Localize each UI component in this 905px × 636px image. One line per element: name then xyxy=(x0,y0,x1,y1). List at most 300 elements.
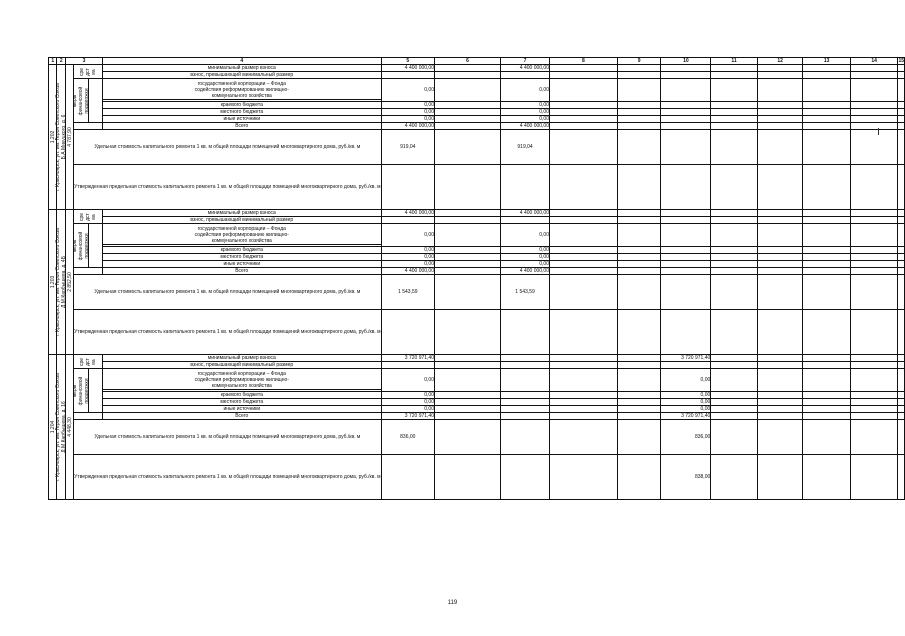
col5-value: 0,00 xyxy=(381,109,434,116)
table-row xyxy=(49,455,905,500)
col9-cell xyxy=(617,247,661,254)
col9-cell xyxy=(617,392,661,399)
col12-cell xyxy=(757,275,803,310)
col9-cell xyxy=(617,165,661,210)
col11-cell xyxy=(711,392,758,399)
col7-value: 4 400 000,00 xyxy=(501,210,550,217)
col6-cell xyxy=(435,455,501,500)
capital-repair-table xyxy=(48,57,905,500)
col11-cell xyxy=(711,102,758,109)
col13-cell xyxy=(803,355,850,362)
sredstva-label: сре дст ва xyxy=(79,357,98,366)
col9-cell xyxy=(617,261,661,268)
col6-cell xyxy=(435,399,501,406)
col14-cell xyxy=(850,217,898,224)
col8-cell xyxy=(550,123,618,130)
col11-cell xyxy=(711,65,758,72)
col6-cell xyxy=(435,217,501,224)
col7-value xyxy=(501,310,550,355)
row-label: местного бюджета xyxy=(103,109,382,116)
col11-cell xyxy=(711,355,758,362)
col8-cell xyxy=(550,413,618,420)
col6-cell xyxy=(435,392,501,399)
col12-cell xyxy=(757,413,803,420)
table-row xyxy=(49,362,905,369)
col13-cell xyxy=(803,369,850,392)
col5-value: 0,00 xyxy=(381,247,434,254)
col14-cell xyxy=(850,72,898,79)
row-label: взнос, превышающий минимальный размер xyxy=(103,72,382,79)
col15-cell xyxy=(898,362,905,369)
header-cell: 15 xyxy=(898,58,904,64)
table-row xyxy=(49,369,905,392)
sredstva-cell xyxy=(74,355,103,369)
row-label: иные источники xyxy=(103,261,382,268)
col13-cell xyxy=(803,123,850,130)
col9-cell xyxy=(617,217,661,224)
table-row xyxy=(49,392,905,399)
col6-cell xyxy=(435,369,501,392)
col5-value xyxy=(381,310,434,355)
col12-cell xyxy=(757,355,803,362)
col5-value: 4 400 000,00 xyxy=(381,268,434,275)
col6-cell xyxy=(435,165,501,210)
block-address-cell xyxy=(55,65,68,210)
unit-cost-label: Удельная стоимость капитального ремонта 1 кв. м общей площади помещений многоквартирного дома, руб./кв. м xyxy=(74,420,381,455)
col6-cell xyxy=(435,275,501,310)
col10-value xyxy=(661,65,711,72)
col7-value xyxy=(501,217,550,224)
col14-cell xyxy=(850,268,898,275)
col13-cell xyxy=(803,210,850,217)
col5-value: 0,00 xyxy=(381,224,434,247)
col13-cell xyxy=(803,130,850,165)
col12-cell xyxy=(757,130,803,165)
col10-value: 836,00 xyxy=(661,420,711,455)
col12-cell xyxy=(757,65,803,72)
col9-cell xyxy=(617,116,661,123)
header-cell: 4 xyxy=(103,58,382,65)
col15-cell xyxy=(898,406,905,413)
col8-cell xyxy=(550,406,618,413)
col12-cell xyxy=(757,247,803,254)
table-row xyxy=(49,116,905,123)
col9-cell xyxy=(617,310,661,355)
col14-cell xyxy=(850,275,898,310)
col10-value: 0,00 xyxy=(661,399,711,406)
col15-cell xyxy=(898,217,905,224)
row-label: Всего xyxy=(103,123,382,130)
sredstva-cell xyxy=(74,65,103,79)
col9-cell xyxy=(617,79,661,102)
spacer-cell xyxy=(74,123,103,130)
col6-cell xyxy=(435,310,501,355)
col8-cell xyxy=(550,399,618,406)
col11-cell xyxy=(711,369,758,392)
col13-cell xyxy=(803,165,850,210)
col5-value: 0,00 xyxy=(381,399,434,406)
col15-cell xyxy=(898,79,905,102)
row-label: взнос, превышающий минимальный размер xyxy=(103,217,382,224)
col10-value xyxy=(661,275,711,310)
col10-value xyxy=(661,79,711,102)
col8-cell xyxy=(550,362,618,369)
col10-value xyxy=(661,72,711,79)
col12-cell xyxy=(757,310,803,355)
row-label xyxy=(103,369,382,392)
row-label: местного бюджета xyxy=(103,254,382,261)
table-row xyxy=(49,130,905,165)
col11-cell xyxy=(711,165,758,210)
mery-label: меры финансовой поддержки xyxy=(72,86,91,115)
mery-label: меры финансовой поддержки xyxy=(72,231,91,260)
col7-value xyxy=(501,369,550,392)
col7-value xyxy=(501,355,550,362)
col11-cell xyxy=(711,130,758,165)
col10-value xyxy=(661,210,711,217)
col9-cell xyxy=(617,254,661,261)
col13-cell xyxy=(803,275,850,310)
col13-cell xyxy=(803,362,850,369)
col6-cell xyxy=(435,420,501,455)
col5-value: 836,00 xyxy=(381,420,434,455)
col8-cell xyxy=(550,392,618,399)
col7-value: 4 400 000,00 xyxy=(501,123,550,130)
col5-value xyxy=(381,72,434,79)
col8-cell xyxy=(550,130,618,165)
col10-value: 3 720 971,40 xyxy=(661,355,711,362)
col6-cell xyxy=(435,210,501,217)
block-address: г. Красноярск, ул. им. Героя Советского Союза Б.А.Микуцкого, д. 6 xyxy=(55,83,68,191)
col11-cell xyxy=(711,406,758,413)
col10-value xyxy=(661,109,711,116)
col6-cell xyxy=(435,116,501,123)
col8-cell xyxy=(550,420,618,455)
col15-cell xyxy=(898,455,905,500)
max-cost-label: Утвержденная предельная стоимость капитального ремонта 1 кв. м общей площади помещений многоквартирного дома, руб./кв. м xyxy=(74,455,381,500)
col5-value: 0,00 xyxy=(381,116,434,123)
header-cell: 7 xyxy=(501,58,550,65)
col12-cell xyxy=(757,116,803,123)
max-cost-label: Утвержденная предельная стоимость капитального ремонта 1 кв. м общей площади помещений многоквартирного дома, руб./кв. м xyxy=(74,165,381,210)
col15-cell xyxy=(898,310,905,355)
col12-cell xyxy=(757,455,803,500)
col9-cell xyxy=(617,123,661,130)
col15-cell xyxy=(898,165,905,210)
col7-value xyxy=(501,72,550,79)
col5-value: 4 400 000,00 xyxy=(381,210,434,217)
col13-cell xyxy=(803,310,850,355)
fund-line: государственной корпорации – Фонда xyxy=(197,370,286,377)
fund-line: коммунального хозяйства xyxy=(103,383,381,390)
col10-value xyxy=(661,217,711,224)
col14-cell xyxy=(850,406,898,413)
col10-value: 0,00 xyxy=(661,392,711,399)
col5-value: 3 720 971,40 xyxy=(381,413,434,420)
col10-value xyxy=(661,130,711,165)
col14-cell xyxy=(850,116,898,123)
block-area: 2 852,50 xyxy=(66,272,73,292)
col6-cell xyxy=(435,413,501,420)
block-area: 4 787,90 xyxy=(66,127,73,147)
row-label: взнос, превышающий минимальный размер xyxy=(103,362,382,369)
col11-cell xyxy=(711,109,758,116)
col8-cell xyxy=(550,102,618,109)
col15-cell xyxy=(898,413,905,420)
col14-cell xyxy=(850,65,898,72)
col7-value: 919,04 xyxy=(501,130,550,165)
col13-cell xyxy=(803,102,850,109)
col8-cell xyxy=(550,369,618,392)
col14-cell xyxy=(850,455,898,500)
row-label: местного бюджета xyxy=(103,399,382,406)
col14-cell xyxy=(850,392,898,399)
col14-cell xyxy=(850,224,898,247)
col13-cell xyxy=(803,116,850,123)
col10-value xyxy=(661,254,711,261)
col14-cell xyxy=(850,210,898,217)
col6-cell xyxy=(435,247,501,254)
col8-cell xyxy=(550,455,618,500)
spacer-cell xyxy=(89,79,103,123)
col10-value: 3 720 971,40 xyxy=(661,413,711,420)
mery-cell xyxy=(74,79,89,123)
col8-cell xyxy=(550,310,618,355)
col13-cell xyxy=(803,217,850,224)
mery-label: меры финансовой поддержки xyxy=(72,376,91,405)
col10-value xyxy=(661,116,711,123)
col10-value xyxy=(661,247,711,254)
table-row xyxy=(49,210,905,217)
col15-cell xyxy=(898,224,905,247)
row-label: минимальный размер взноса xyxy=(103,355,382,362)
col7-value xyxy=(501,399,550,406)
col11-cell xyxy=(711,72,758,79)
col6-cell xyxy=(435,406,501,413)
col5-value: 1 543,59 xyxy=(381,275,434,310)
col6-cell xyxy=(435,65,501,72)
table-row xyxy=(49,165,905,210)
col13-cell xyxy=(803,72,850,79)
col7-value xyxy=(501,165,550,210)
col7-value xyxy=(501,420,550,455)
col5-value: 0,00 xyxy=(381,102,434,109)
col7-value: 0,00 xyxy=(501,254,550,261)
col8-cell xyxy=(550,72,618,79)
block-address-cell xyxy=(55,355,68,500)
fund-line: коммунального хозяйства xyxy=(103,93,381,100)
col14-cell xyxy=(850,247,898,254)
col11-cell xyxy=(711,247,758,254)
col6-cell xyxy=(435,79,501,102)
col11-cell xyxy=(711,261,758,268)
col7-value xyxy=(501,406,550,413)
col12-cell xyxy=(757,79,803,102)
table-row xyxy=(49,102,905,109)
col8-cell xyxy=(550,210,618,217)
col14-cell xyxy=(850,355,898,362)
fund-line: содействия реформированию жилищно- xyxy=(194,376,289,383)
header-cell: 10 xyxy=(661,58,711,65)
col11-cell xyxy=(711,413,758,420)
col5-value: 3 720 971,40 xyxy=(381,355,434,362)
col15-cell xyxy=(898,72,905,79)
col7-value: 0,00 xyxy=(501,109,550,116)
col13-cell xyxy=(803,247,850,254)
col7-value xyxy=(501,455,550,500)
col5-value: 0,00 xyxy=(381,261,434,268)
spacer-cell xyxy=(89,224,103,268)
col5-value xyxy=(381,455,434,500)
col8-cell xyxy=(550,79,618,102)
row-label: минимальный размер взноса xyxy=(103,210,382,217)
col10-value xyxy=(661,102,711,109)
col5-value xyxy=(381,362,434,369)
table-row xyxy=(49,65,905,72)
col14-cell xyxy=(850,123,898,130)
col10-value: 0,00 xyxy=(661,369,711,392)
col11-cell xyxy=(711,254,758,261)
col9-cell xyxy=(617,369,661,392)
col14-cell xyxy=(850,79,898,102)
col14-cell xyxy=(850,413,898,420)
col11-cell xyxy=(711,217,758,224)
col14-cell xyxy=(850,369,898,392)
col12-cell xyxy=(757,406,803,413)
col12-cell xyxy=(757,261,803,268)
table-row xyxy=(49,217,905,224)
row-label: краевого бюджета xyxy=(103,392,382,399)
col7-value: 0,00 xyxy=(501,261,550,268)
table-row xyxy=(49,406,905,413)
col6-cell xyxy=(435,261,501,268)
col15-cell xyxy=(898,65,905,72)
col12-cell xyxy=(757,362,803,369)
header-cell: 11 xyxy=(711,58,758,65)
col7-value xyxy=(501,413,550,420)
col9-cell xyxy=(617,72,661,79)
header-cell: 6 xyxy=(435,58,501,65)
col15-cell xyxy=(898,116,905,123)
col8-cell xyxy=(550,65,618,72)
col8-cell xyxy=(550,165,618,210)
col14-cell xyxy=(850,420,898,455)
col11-cell xyxy=(711,224,758,247)
fund-line: государственной корпорации – Фонда xyxy=(197,225,286,232)
col13-cell xyxy=(803,224,850,247)
col13-cell xyxy=(803,254,850,261)
col9-cell xyxy=(617,355,661,362)
row-label: Всего xyxy=(103,413,382,420)
col10-value xyxy=(661,362,711,369)
col6-cell xyxy=(435,102,501,109)
block-number: 1.203 xyxy=(49,275,56,289)
block-number: 1.204 xyxy=(49,420,56,434)
col14-cell xyxy=(850,362,898,369)
col5-value: 4 400 000,00 xyxy=(381,123,434,130)
table-row xyxy=(49,420,905,455)
margin-mark xyxy=(878,128,879,135)
col13-cell xyxy=(803,399,850,406)
block-number: 1.202 xyxy=(49,130,56,144)
col12-cell xyxy=(757,224,803,247)
col14-cell xyxy=(850,254,898,261)
col15-cell xyxy=(898,369,905,392)
col11-cell xyxy=(711,399,758,406)
col11-cell xyxy=(711,455,758,500)
col10-value: 838,00 xyxy=(661,455,711,500)
header-cell: 8 xyxy=(550,58,618,65)
col10-value xyxy=(661,261,711,268)
block-address-cell xyxy=(55,210,68,355)
col13-cell xyxy=(803,406,850,413)
block-address: г. Красноярск, ул. им. Героя Советского Союза Д.М.Карбышева, д. 16 xyxy=(55,373,68,481)
col12-cell xyxy=(757,392,803,399)
table-body xyxy=(49,58,905,500)
col7-value: 1 543,59 xyxy=(501,275,550,310)
header-cell: 14 xyxy=(850,58,898,65)
unit-cost-label: Удельная стоимость капитального ремонта 1 кв. м общей площади помещений многоквартирного дома, руб./кв. м xyxy=(74,130,381,165)
col9-cell xyxy=(617,224,661,247)
col6-cell xyxy=(435,224,501,247)
col7-value xyxy=(501,392,550,399)
col8-cell xyxy=(550,109,618,116)
col15-cell xyxy=(898,123,905,130)
col13-cell xyxy=(803,79,850,102)
col9-cell xyxy=(617,420,661,455)
max-cost-label: Утвержденная предельная стоимость капитального ремонта 1 кв. м общей площади помещений многоквартирного дома, руб./кв. м xyxy=(74,310,381,355)
col12-cell xyxy=(757,369,803,392)
header-cell: 12 xyxy=(757,58,803,65)
col13-cell xyxy=(803,455,850,500)
col12-cell xyxy=(757,102,803,109)
mery-cell xyxy=(74,224,89,268)
col11-cell xyxy=(711,123,758,130)
col9-cell xyxy=(617,102,661,109)
col12-cell xyxy=(757,109,803,116)
col15-cell xyxy=(898,275,905,310)
table-row xyxy=(49,413,905,420)
col5-value: 0,00 xyxy=(381,369,434,392)
col8-cell xyxy=(550,116,618,123)
col15-cell xyxy=(898,268,905,275)
col6-cell xyxy=(435,254,501,261)
header-cell: 9 xyxy=(617,58,661,65)
col9-cell xyxy=(617,109,661,116)
col15-cell xyxy=(898,355,905,362)
col5-value: 4 400 000,00 xyxy=(381,65,434,72)
col15-cell xyxy=(898,399,905,406)
col11-cell xyxy=(711,210,758,217)
col15-cell xyxy=(898,420,905,455)
col7-value: 0,00 xyxy=(501,247,550,254)
col12-cell xyxy=(757,123,803,130)
mery-cell xyxy=(74,369,89,413)
col7-value: 0,00 xyxy=(501,116,550,123)
col12-cell xyxy=(757,165,803,210)
col10-value xyxy=(661,224,711,247)
col7-value: 0,00 xyxy=(501,79,550,102)
col9-cell xyxy=(617,399,661,406)
col10-value: 0,00 xyxy=(661,406,711,413)
col5-value: 0,00 xyxy=(381,392,434,399)
row-label: иные источники xyxy=(103,116,382,123)
col8-cell xyxy=(550,247,618,254)
table-row xyxy=(49,109,905,116)
table-row xyxy=(49,224,905,247)
col9-cell xyxy=(617,130,661,165)
table-row xyxy=(49,261,905,268)
